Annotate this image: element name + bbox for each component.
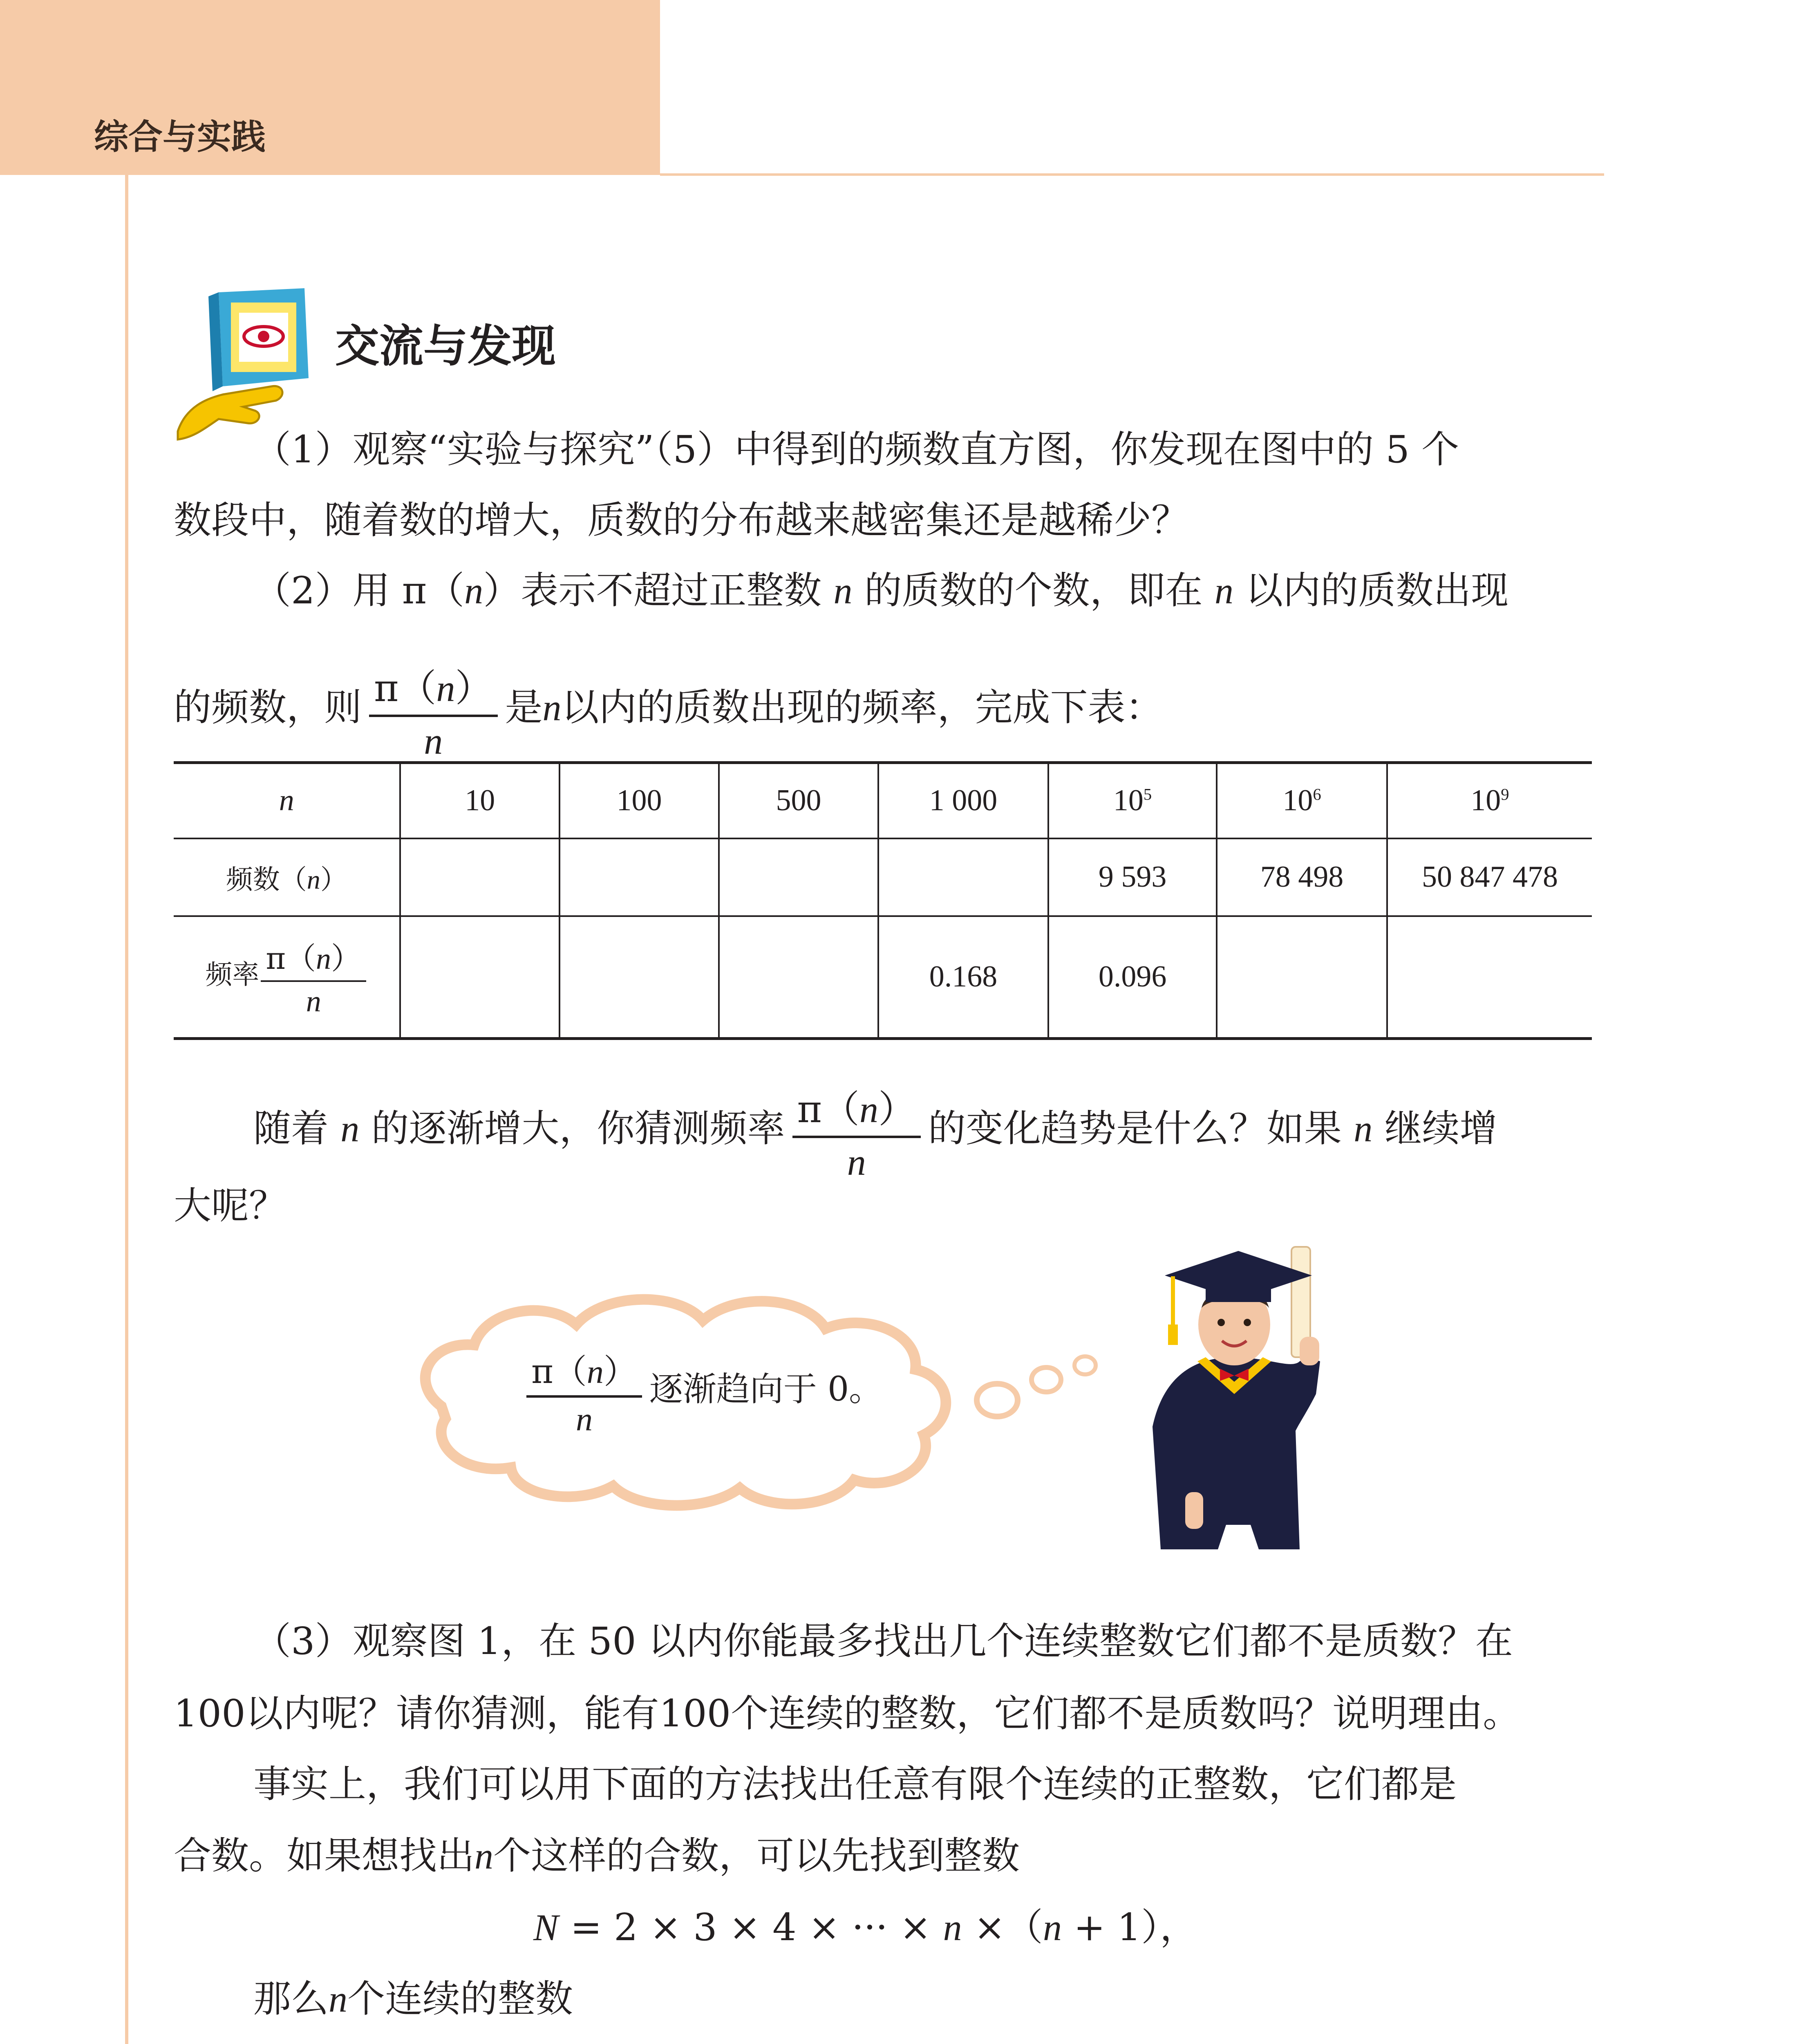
- q3-line3: 事实上，我们可以用下面的方法找出任意有限个连续的正整数，它们都是: [253, 1762, 1457, 1806]
- table-row-n: [174, 763, 1592, 838]
- row-label-n: n: [279, 784, 294, 818]
- col-header: $10^5$: [1048, 763, 1217, 838]
- table-cell: [878, 838, 1048, 916]
- q3-line4: 合数。如果想找出n个这样的合数，可以先找到整数: [174, 1834, 1020, 1878]
- child-graduate-photo: [1128, 1239, 1357, 1558]
- table-cell: [400, 916, 559, 1039]
- formula-N: N = 2 × 3 × 4 × ··· × n ×（n + 1），: [533, 1905, 1198, 1949]
- table-cell: [719, 838, 878, 916]
- col-header: $10^9$: [1387, 763, 1592, 838]
- trend-line2: 大呢？: [174, 1184, 287, 1228]
- row-label-frequency: 频率 $\frac{\pi(n)}{n}$: [174, 916, 400, 1039]
- table-row-frequency: [174, 916, 1592, 1039]
- pi-n-over-n-fraction: $\frac{\pi(n)}{n}$: [369, 658, 497, 763]
- q1-line2: 数段中，随着数的增大，质数的分布越来越密集还是越稀少？: [174, 498, 1189, 542]
- table-cell: [719, 916, 878, 1039]
- table-cell: 9 593: [1048, 838, 1217, 916]
- col-header: 100: [559, 763, 719, 838]
- margin-rule: [125, 175, 128, 2044]
- q2-line1: （2）用 π（n）表示不超过正整数 n 的质数的个数，即在 n 以内的质数出现: [253, 569, 1509, 612]
- table-cell: [1217, 916, 1387, 1039]
- q3-line6: 那么n个连续的整数: [253, 1977, 573, 2021]
- table-cell: [1387, 916, 1592, 1039]
- q3-line2: 100以内呢？请你猜测，能有100个连续的整数，它们都不是质数吗？说明理由。: [174, 1692, 1521, 1735]
- table-cell: 0.096: [1048, 916, 1217, 1039]
- q3-line1: （3）观察图 1，在 50 以内你能最多找出几个连续整数它们都不是质数？在: [253, 1619, 1513, 1663]
- trend-line1: 随着 n 的逐渐增大，你猜测频率 $\frac{\pi(n)}{n}$ 的变化趋势是什么？如果 n 继续增: [253, 1079, 1497, 1184]
- q1-line1: （1）观察“实验与探究”（5）中得到的频数直方图，你发现在图中的 5 个: [253, 428, 1459, 471]
- table-cell: 78 498: [1217, 838, 1387, 916]
- eye-on-book-pointing-hand-icon: [170, 284, 317, 444]
- running-header-title: 综合与实践: [94, 117, 266, 157]
- table-cell: 50 847 478: [1387, 838, 1592, 916]
- col-header: $10^6$: [1217, 763, 1387, 838]
- table-cell: [559, 916, 719, 1039]
- table-cell: [400, 838, 559, 916]
- table-cell: [559, 838, 719, 916]
- col-header: 1 000: [878, 763, 1048, 838]
- col-header: 10: [400, 763, 559, 838]
- col-header: 500: [719, 763, 878, 838]
- section-title: 交流与发现: [335, 321, 556, 372]
- prime-frequency-table: [174, 761, 1592, 1040]
- table-cell: 0.168: [878, 916, 1048, 1039]
- table-row-count: [174, 838, 1592, 916]
- q2-line2: 的频数，则 $\frac{\pi(n)}{n}$ 是n以内的质数出现的频率，完成下表：: [174, 658, 1163, 763]
- row-label-count: 频数（n）: [174, 838, 400, 916]
- header-rule: [660, 173, 1604, 176]
- cloud-text: $\frac{\pi(n)}{n}$ 逐渐趋向于 0。: [519, 1345, 882, 1439]
